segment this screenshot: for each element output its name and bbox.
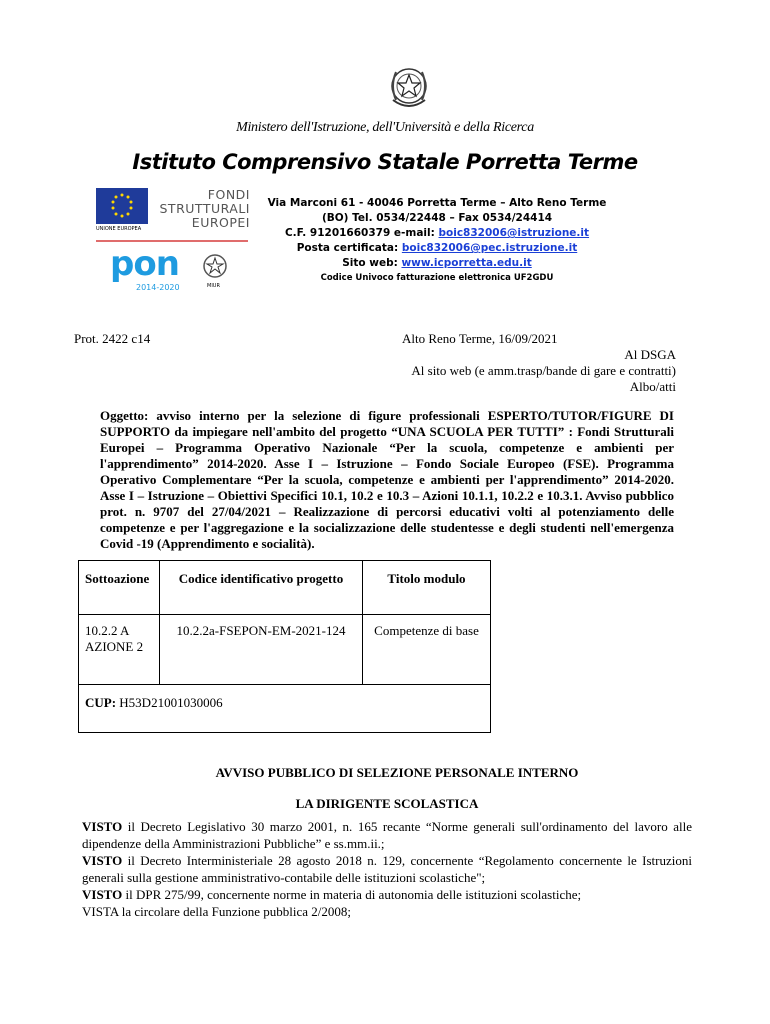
pon-logo <box>110 244 200 294</box>
cup-value: H53D21001030006 <box>116 695 223 710</box>
site-label: Sito web: <box>342 257 402 269</box>
logo-text-strutturali: STRUTTURALI <box>159 201 250 216</box>
logo-text-fondi: FONDI <box>207 187 250 202</box>
pon-wordmark: pon <box>110 244 179 284</box>
table-header-titolo: Titolo modulo <box>363 561 491 615</box>
authority-title: LA DIRIGENTE SCOLASTICA <box>295 796 479 811</box>
table-header-sottoazione: Sottoazione <box>79 561 160 615</box>
cf-label: C.F. 91201660379 e-mail: <box>284 227 439 239</box>
billing-code: Codice Univoco fatturazione elettronica UF2GDU <box>320 273 554 283</box>
miur-emblem-icon <box>202 253 228 279</box>
subject-paragraph: Oggetto: avviso interno per la selezione di figure professionali ESPERTO/TUTOR/FIGURE DI SUPPORTO da impiegare nell'ambito del progetto “UNA SCUOLA PER TUTTI” : Fondi Strutturali Europei – Programma Operativo Nazionale “Per la scuola, competenze e ambienti per l'apprendimento” 2014-2020. Asse I – Istruzione – Fondo Sociale Europeo (FSE). Programma Operativo Complementare “Per la scuola, competenze e ambienti per l'apprendimento” 2014-2020. Asse I – Istruzione – Obiettivi Specifici 10.1, 10.2 e 10.3 – Azioni 10.1.1, 10.2.2 e 10.3.1. Avviso pubblico prot. n. 9707 del 27/04/2021 – Realizzazione di percorsi educativi volti al potenziamento delle competenze e per l'aggregazione e la socializzazione delle studentesse e degli studenti nell'emergenza Covid -19 (Apprendimento e socialità). <box>100 408 674 551</box>
address-line: Via Marconi 61 - 40046 Porretta Terme – Alto Reno Terme <box>267 197 607 209</box>
pec-link[interactable]: boic832006@pec.istruzione.it <box>401 242 578 254</box>
preamble-item: VISTO il Decreto Legislativo 30 marzo 2001, n. 165 recante “Norme generali sull'ordinamento del lavoro alle dipendenze della Amministrazioni Pubbliche” e ss.mm.ii.; <box>82 819 692 851</box>
project-table <box>78 560 491 733</box>
protocol-number: Prot. 2422 c14 <box>74 331 151 346</box>
pec-line <box>262 241 612 256</box>
miur-label: MIUR <box>207 283 220 289</box>
preamble-item: VISTO il DPR 275/99, concernente norme in materia di autonomia delle istituzioni scolastiche; <box>82 887 582 902</box>
table-cell-sottoazione: 10.2.2 A AZIONE 2 <box>79 615 160 685</box>
eu-flag-icon <box>96 188 148 224</box>
recipient-dsga: Al DSGA <box>624 347 676 362</box>
site-line <box>262 256 612 271</box>
cf-email-line <box>262 226 612 241</box>
table-cell-titolo: Competenze di base <box>363 615 491 685</box>
email-link[interactable]: boic832006@istruzione.it <box>438 227 590 239</box>
italian-republic-emblem <box>388 62 430 112</box>
phone-line: (BO) Tel. 0534/22448 – Fax 0534/24414 <box>321 212 553 224</box>
pec-label: Posta certificata: <box>296 242 402 254</box>
eu-caption: UNIONE EUROPEA <box>96 226 142 232</box>
recipient-website: Al sito web (e amm.trasp/bande di gare e contratti) <box>411 363 676 378</box>
table-cup-row <box>79 685 491 733</box>
table-header-codice: Codice identificativo progetto <box>160 561 363 615</box>
ministry-heading: Ministero dell'Istruzione, dell'Università e della Ricerca <box>236 120 534 135</box>
table-cell-codice: 10.2.2a-FSEPON-EM-2021-124 <box>160 615 363 685</box>
fondi-strutturali-logo <box>96 188 251 248</box>
notice-title: AVVISO PUBBLICO DI SELEZIONE PERSONALE INTERNO <box>215 765 579 780</box>
preamble-item: VISTA la circolare della Funzione pubblica 2/2008; <box>82 904 351 919</box>
preamble <box>82 818 692 920</box>
website-link[interactable]: www.icporretta.edu.it <box>401 257 532 269</box>
school-name: Istituto Comprensivo Statale Porretta Terme <box>132 150 638 174</box>
recipients <box>360 347 676 395</box>
pon-years: 2014-2020 <box>136 283 180 292</box>
logo-text-europei: EUROPEI <box>191 215 250 230</box>
place-date: Alto Reno Terme, 16/09/2021 <box>402 331 558 346</box>
cup-label: CUP: <box>85 695 117 710</box>
recipient-albo: Albo/atti <box>629 379 676 394</box>
school-contacts <box>262 196 612 286</box>
preamble-item: VISTO il Decreto Interministeriale 28 agosto 2018 n. 129, concernente “Regolamento concernente le Istruzioni generali sulla gestione amministrativo-contabile delle istituzioni scolastiche"; <box>82 853 692 885</box>
